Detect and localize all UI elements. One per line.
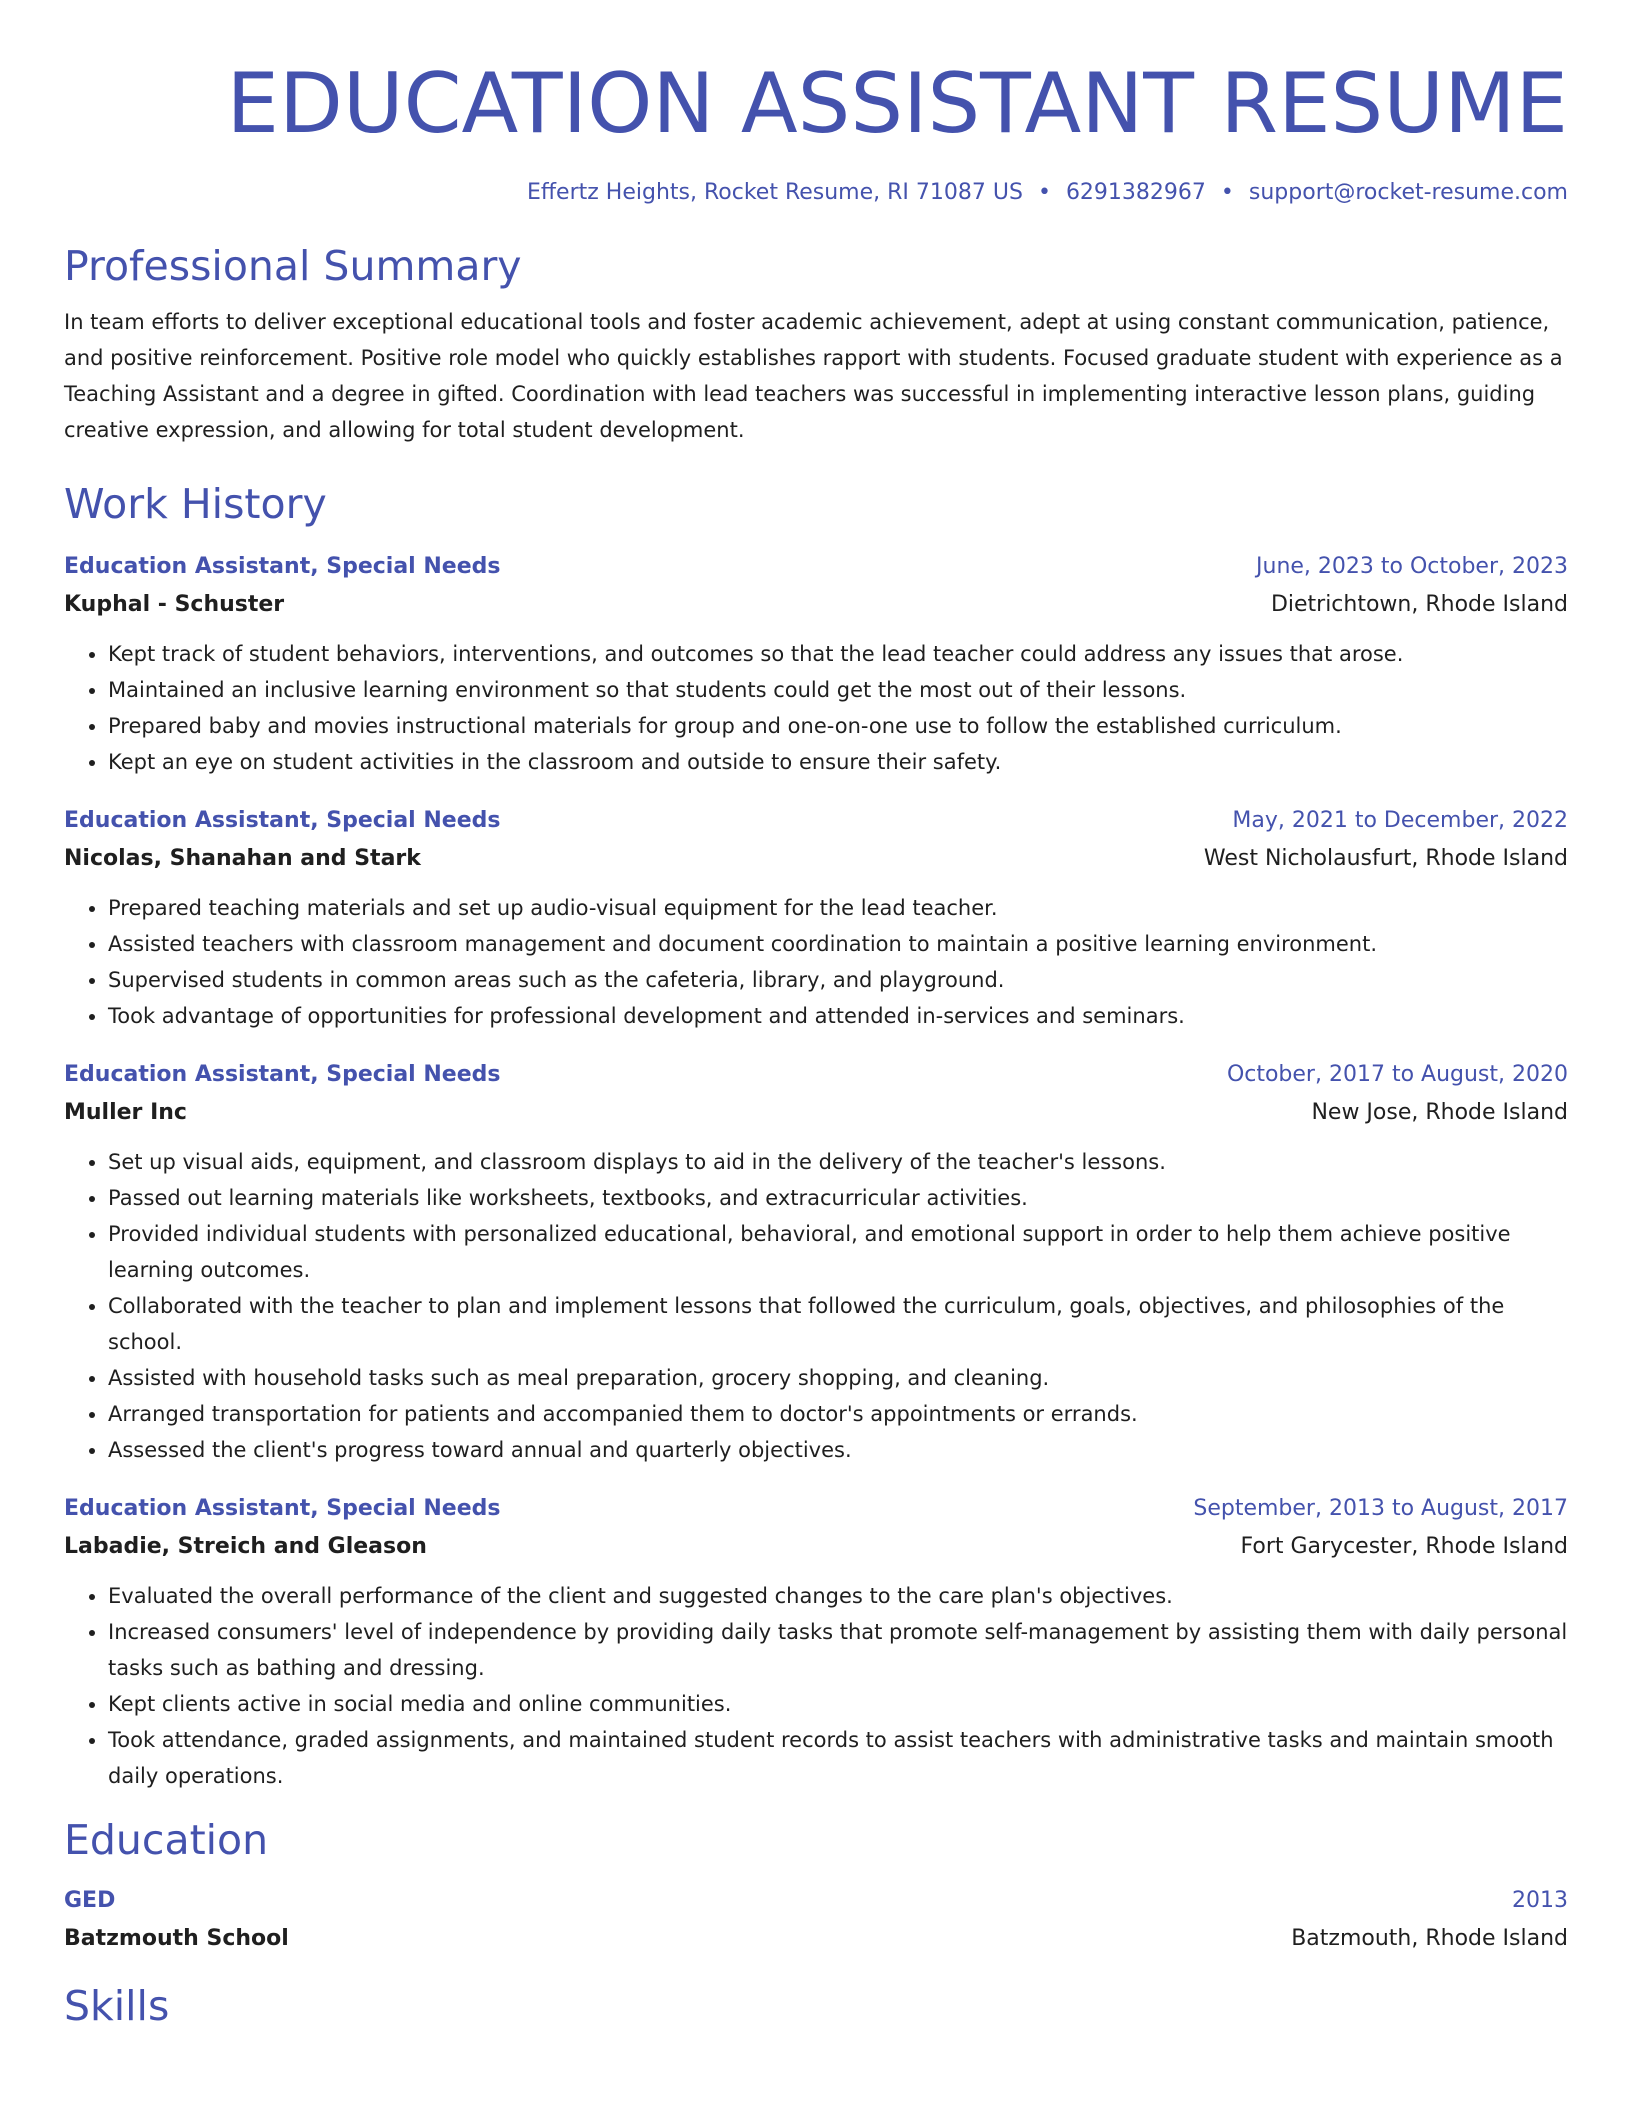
job-bullet: • Took advantage of opportunities for professional development and attended in-services and seminars.	[108, 998, 1568, 1034]
contact-separator: •	[1037, 180, 1051, 205]
job-bullet: • Evaluated the overall performance of the client and suggested changes to the care plan's objectives.	[108, 1578, 1568, 1614]
job-company: Muller Inc	[64, 1100, 187, 1125]
contact-address: Effertz Heights, Rocket Resume, RI 71087 US	[527, 180, 1023, 205]
job-bullets	[64, 890, 1568, 1034]
job-bullet: • Assessed the client's progress toward annual and quarterly objectives.	[108, 1432, 1568, 1468]
job-entry	[64, 802, 1568, 1034]
job-bullet: • Assisted with household tasks such as meal preparation, grocery shopping, and cleaning.	[108, 1360, 1568, 1396]
job-company: Labadie, Streich and Gleason	[64, 1534, 427, 1559]
job-location: West Nicholausfurt, Rhode Island	[1203, 846, 1568, 871]
job-location: New Jose, Rhode Island	[1311, 1100, 1568, 1125]
professional-summary-section	[64, 240, 1568, 448]
job-company: Nicolas, Shanahan and Stark	[64, 846, 421, 871]
education-degree: GED	[64, 1888, 116, 1913]
job-role: Education Assistant, Special Needs	[64, 554, 501, 579]
summary-text: In team efforts to deliver exceptional educational tools and foster academic achievement, adept at using constant communication, patience, and positive reinforcement. Positive role model who quickly establishes rapport with students. Focused graduate student with experience as a Teaching Assistant and a degree in gifted. Coordination with lead teachers was successful in implementing interactive lesson plans, guiding creative expression, and allowing for total student development.	[64, 310, 1563, 442]
job-bullets	[64, 636, 1568, 780]
education-school: Batzmouth School	[64, 1926, 289, 1951]
job-dates: September, 2013 to August, 2017	[1193, 1496, 1568, 1521]
job-bullet: • Took attendance, graded assignments, and maintained student records to assist teachers with administrative tasks and maintain smooth daily operations.	[108, 1722, 1568, 1794]
job-bullet: • Prepared teaching materials and set up audio-visual equipment for the lead teacher.	[108, 890, 1568, 926]
job-entry	[64, 548, 1568, 780]
job-bullet: • Provided individual students with personalized educational, behavioral, and emotional support in order to help them achieve positive learning outcomes.	[108, 1216, 1568, 1288]
job-role: Education Assistant, Special Needs	[64, 1496, 501, 1521]
education-location: Batzmouth, Rhode Island	[1291, 1926, 1568, 1951]
job-location: Fort Garycester, Rhode Island	[1240, 1534, 1568, 1559]
contact-phone: 6291382967	[1065, 180, 1206, 205]
job-entry	[64, 1056, 1568, 1468]
work-history-section	[64, 478, 1568, 1794]
job-role: Education Assistant, Special Needs	[64, 808, 501, 833]
job-dates: May, 2021 to December, 2022	[1232, 808, 1568, 833]
job-bullet: • Collaborated with the teacher to plan and implement lessons that followed the curriculum, goals, objectives, and philosophies of the school.	[108, 1288, 1568, 1360]
education-year: 2013	[1512, 1888, 1568, 1913]
job-bullets	[64, 1578, 1568, 1794]
section-heading-education: Education	[64, 1816, 269, 1864]
job-bullet: • Passed out learning materials like worksheets, textbooks, and extracurricular activities.	[108, 1180, 1568, 1216]
job-bullets	[64, 1144, 1568, 1468]
job-bullet: • Kept clients active in social media and online communities.	[108, 1686, 1568, 1722]
job-bullet: • Prepared baby and movies instructional materials for group and one-on-one use to follow the established curriculum.	[108, 708, 1568, 744]
job-bullet: • Set up visual aids, equipment, and classroom displays to aid in the delivery of the teacher's lessons.	[108, 1144, 1568, 1180]
job-bullet: • Assisted teachers with classroom management and document coordination to maintain a positive learning environment.	[108, 926, 1568, 962]
section-heading-work: Work History	[64, 480, 327, 528]
job-location: Dietrichtown, Rhode Island	[1270, 592, 1568, 617]
contact-line	[64, 178, 1568, 208]
job-bullet: • Kept an eye on student activities in the classroom and outside to ensure their safety.	[108, 744, 1568, 780]
job-role: Education Assistant, Special Needs	[64, 1062, 501, 1087]
resume-title: EDUCATION ASSISTANT RESUME	[226, 55, 1568, 152]
job-bullet: • Supervised students in common areas such as the cafeteria, library, and playground.	[108, 962, 1568, 998]
job-entry	[64, 1490, 1568, 1794]
section-heading-skills: Skills	[64, 1982, 170, 2030]
education-entry	[64, 1882, 1568, 1958]
education-section	[64, 1814, 1568, 1958]
job-dates: June, 2023 to October, 2023	[1256, 554, 1568, 579]
job-bullet: • Maintained an inclusive learning environment so that students could get the most out of their lessons.	[108, 672, 1568, 708]
contact-separator: •	[1220, 180, 1234, 205]
section-heading-summary: Professional Summary	[64, 242, 522, 290]
resume-page	[64, 0, 1568, 2032]
job-dates: October, 2017 to August, 2020	[1226, 1062, 1568, 1087]
job-bullet: • Kept track of student behaviors, interventions, and outcomes so that the lead teacher could address any issues that arose.	[108, 636, 1568, 672]
job-bullet: • Arranged transportation for patients and accompanied them to doctor's appointments or errands.	[108, 1396, 1568, 1432]
job-bullet: • Increased consumers' level of independence by providing daily tasks that promote self-management by assisting them with daily personal tasks such as bathing and dressing.	[108, 1614, 1568, 1686]
contact-email[interactable]: support@rocket-resume.com	[1248, 180, 1568, 205]
job-company: Kuphal - Schuster	[64, 592, 285, 617]
skills-section	[64, 1980, 1568, 2032]
